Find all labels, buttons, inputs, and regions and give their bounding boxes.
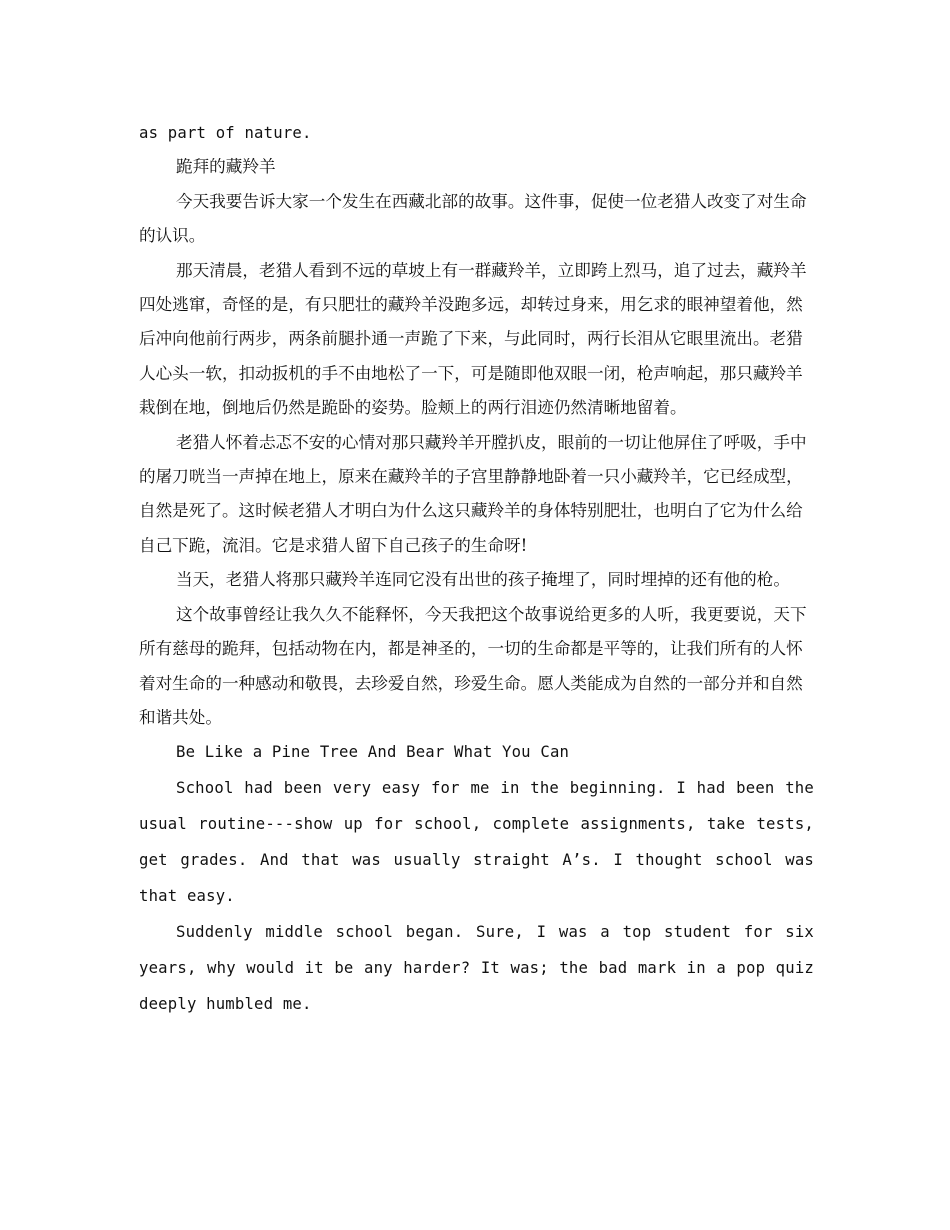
document-body [139,116,814,1022]
paragraph-english: School had been very easy for me in the beginning. I had been the usual routine---show up for school, complete assignments, take tests, get grades. And that was usually straight A’s. I thought school was that easy. [139,778,814,905]
paragraph-english: Suddenly middle school began. Sure, I was a top student for six years, why would it be any harder? It was; the bad mark in a pop quiz deeply humbled me. [139,922,814,1013]
paragraph: 老猎人怀着忐忑不安的心情对那只藏羚羊开膛扒皮，眼前的一切让他屏住了呼吸，手中的屠刀咣当一声掉在地上，原来在藏羚羊的子宫里静静地卧着一只小藏羚羊，它已经成型，自然是死了。这时候老猎人才明白为什么这只藏羚羊的身体特别肥壮，也明白了它为什么给自己下跪，流泪。它是求猎人留下自己孩子的生命呀! [139,432,807,555]
paragraph-continuation: as part of nature. [139,124,312,142]
paragraph: 这个故事曾经让我久久不能释怀，今天我把这个故事说给更多的人听，我更要说，天下所有慈母的跪拜，包括动物在内，都是神圣的，一切的生命都是平等的，让我们所有的人怀着对生命的一种感动和敬畏，去珍爱自然，珍爱生命。愿人类能成为自然的一部分并和自然和谐共处。 [139,604,807,727]
paragraph: 今天我要告诉大家一个发生在西藏北部的故事。这件事，促使一位老猎人改变了对生命的认识。 [139,191,807,246]
paragraph: 当天，老猎人将那只藏羚羊连同它没有出世的孩子掩埋了，同时埋掉的还有他的枪。 [176,570,790,590]
section-title-kneeling-antelope: 跪拜的藏羚羊 [176,157,276,177]
section-title-pine-tree: Be Like a Pine Tree And Bear What You Can [176,743,570,762]
paragraph: 那天清晨，老猎人看到不远的草坡上有一群藏羚羊，立即跨上烈马，追了过去，藏羚羊四处逃窜，奇怪的是，有只肥壮的藏羚羊没跑多远，却转过身来，用乞求的眼神望着他，然后冲向他前行两步，两条前腿扑通一声跪了下来，与此同时，两行长泪从它眼里流出。老猎人心头一软，扣动扳机的手不由地松了一下，可是随即他双眼一闭，枪声响起，那只藏羚羊栽倒在地，倒地后仍然是跪卧的姿势。脸颊上的两行泪迹仍然清晰地留着。 [139,260,807,418]
